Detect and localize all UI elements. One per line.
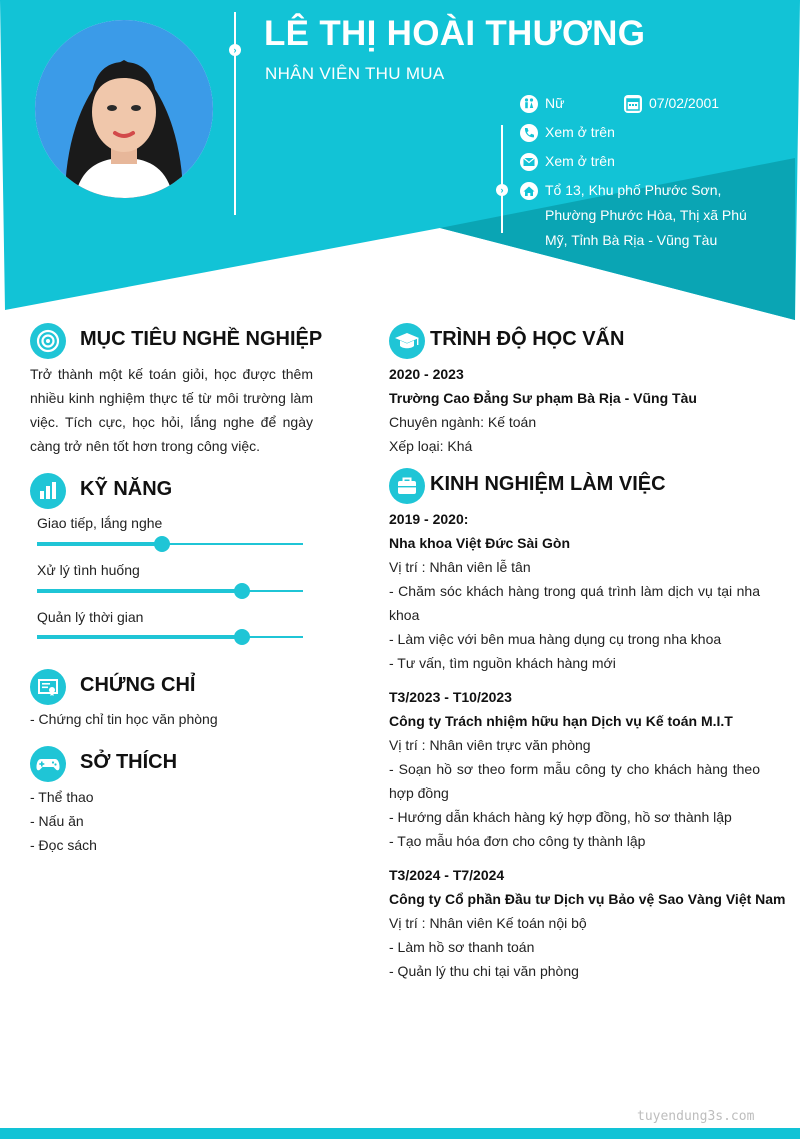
hobby-item: - Thể thao [30,789,94,805]
experience-title: KINH NGHIỆM LÀM VIỆC [430,473,666,495]
calendar-icon [624,95,642,113]
skill-bar [37,590,303,592]
skill-label: Quản lý thời gian [37,609,144,625]
education-title: TRÌNH ĐỘ HỌC VẤN [430,328,625,350]
skill-label: Xử lý tình huống [37,562,140,578]
objective-title: MỤC TIÊU NGHỀ NGHIỆP [80,328,323,350]
email-icon [520,153,538,171]
certificates-title: CHỨNG CHỈ [80,674,196,696]
skill-bar-fill [37,589,242,593]
education-major: Chuyên ngành: Kế toán [389,414,537,430]
chevron-right-icon: › [496,184,508,196]
watermark: tuyendung3s.com [637,1109,755,1124]
job-duty: - Tư vấn, tìm nguồn khách hàng mới [389,655,616,671]
target-icon [30,323,66,359]
skill-bar-fill [37,542,162,546]
job-position: Vị trí : Nhân viên Kế toán nội bộ [389,915,587,931]
education-grade: Xếp loại: Khá [389,438,473,454]
graduation-cap-icon [389,323,425,359]
job-company: Công ty Trách nhiệm hữu hạn Dịch vụ Kế toán M.I.T [389,713,733,729]
skill-level-knob [154,536,170,552]
briefcase-icon [389,468,425,504]
job-period: T3/2024 - T7/2024 [389,867,505,883]
skill-level-knob [234,629,250,645]
job-duty: - Tạo mẫu hóa đơn cho công ty thành lập [389,833,646,849]
email-value: Xem ở trên [545,153,615,169]
job-position: Vị trí : Nhân viên lễ tân [389,559,531,575]
certificate-item: - Chứng chỉ tin học văn phòng [30,711,218,727]
job-company: Công ty Cổ phần Đầu tư Dịch vụ Bảo vệ Sao Vàng Việt Nam [389,891,786,907]
phone-value: Xem ở trên [545,124,615,140]
skill-label: Giao tiếp, lắng nghe [37,515,163,531]
profile-photo [35,20,213,198]
skill-bar-fill [37,635,242,639]
chevron-right-icon: › [229,44,241,56]
objective-text: Trở thành một kế toán giỏi, học được thêm nhiều kinh nghiệm thực tế từ môi trường làm việc. Tích cực, học hỏi, lắng nghe để ngày càng trở nên tốt hơn trong công việc. [30,366,313,454]
job-position: Vị trí : Nhân viên trực văn phòng [389,737,591,753]
job-duty: - Soạn hồ sơ theo form mẫu công ty cho khách hàng theo hợp đồng [389,761,760,801]
education-school: Trường Cao Đẳng Sư phạm Bà Rịa - Vũng Tàu [389,390,697,406]
job-duty: - Hướng dẫn khách hàng ký hợp đồng, hồ sơ thành lập [389,809,732,825]
gamepad-icon [30,746,66,782]
certificate-icon [30,669,66,705]
job-duty: - Chăm sóc khách hàng trong quá trình làm dịch vụ tại nha khoa [389,583,760,623]
birthdate-value: 07/02/2001 [649,95,720,111]
hobby-item: - Nấu ăn [30,813,84,829]
bar-chart-icon [30,473,66,509]
hobbies-title: SỞ THÍCH [80,751,178,773]
phone-icon [520,124,538,142]
candidate-job-title: NHÂN VIÊN THU MUA [265,64,445,83]
footer-bar [0,1128,800,1139]
skills-title: KỸ NĂNG [80,478,173,500]
job-company: Nha khoa Việt Đức Sài Gòn [389,535,571,551]
job-duty: - Làm hồ sơ thanh toán [389,939,535,955]
job-duty: - Quản lý thu chi tại văn phòng [389,963,579,979]
header-divider [234,12,236,215]
job-duty: - Làm việc với bên mua hàng dụng cụ trong nha khoa [389,631,722,647]
skill-bar [37,636,303,638]
candidate-name: LÊ THỊ HOÀI THƯƠNG [264,14,646,53]
address-value: Tổ 13, Khu phố Phước Sơn, Phường Phước Hòa, Thị xã Phú Mỹ, Tỉnh Bà Rịa - Vũng Tàu [545,182,747,248]
gender-value: Nữ [545,95,565,111]
skill-bar [37,543,303,545]
hobby-item: - Đọc sách [30,837,97,853]
education-period: 2020 - 2023 [389,366,464,382]
job-period: T3/2023 - T10/2023 [389,689,512,705]
skill-level-knob [234,583,250,599]
job-period: 2019 - 2020: [389,511,469,527]
gender-icon [520,95,538,113]
info-divider [501,125,503,233]
home-icon [520,182,538,200]
